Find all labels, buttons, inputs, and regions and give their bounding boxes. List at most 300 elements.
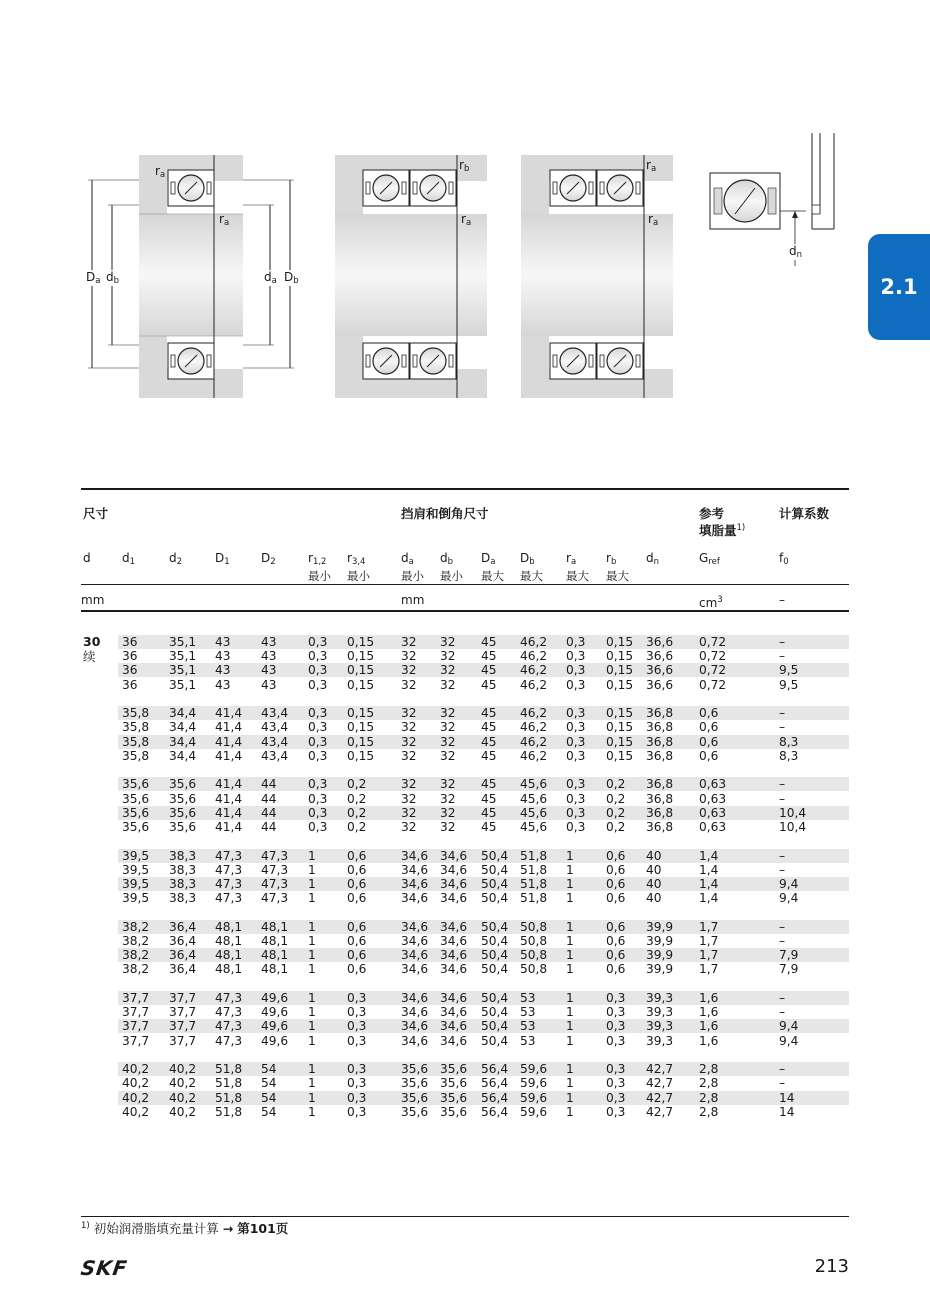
col-symbol: r bbox=[566, 551, 571, 565]
cell-ra: 1 bbox=[566, 962, 574, 977]
cell-ra: 1 bbox=[566, 1019, 574, 1034]
cell-rb: 0,6 bbox=[606, 948, 626, 963]
cell-db: 34,6 bbox=[440, 848, 468, 863]
cell-rb: 0,3 bbox=[606, 991, 626, 1005]
cell-dn: 39,9 bbox=[646, 962, 674, 977]
cell-rb: 0,15 bbox=[606, 706, 634, 721]
cell-gref: 1,7 bbox=[699, 948, 719, 963]
cell-D2: 44 bbox=[261, 805, 277, 820]
col-symbol: f bbox=[779, 551, 784, 565]
footnote-page-ref[interactable]: 第101页 bbox=[237, 1221, 289, 1236]
col-sub: ref bbox=[708, 557, 720, 567]
cell-rb: 0,3 bbox=[606, 1062, 626, 1077]
cell-db: 32 bbox=[440, 734, 456, 749]
skf-logo: SKF bbox=[79, 1256, 130, 1280]
cell-ra: 0,3 bbox=[566, 820, 586, 834]
cell-gref: 0,63 bbox=[699, 791, 727, 806]
cell-Da: 56,4 bbox=[481, 1062, 509, 1077]
cell-d2: 35,6 bbox=[169, 805, 197, 820]
label-r: r bbox=[461, 212, 466, 226]
col-sub: b bbox=[529, 557, 535, 567]
label-d: d bbox=[264, 270, 272, 284]
cell-da: 32 bbox=[401, 805, 417, 820]
cell-f0: 10,4 bbox=[779, 805, 807, 820]
cell-D1: 43 bbox=[215, 635, 231, 649]
col-qualifier: 最大 bbox=[566, 569, 589, 583]
cell-db: 34,6 bbox=[440, 877, 468, 891]
cell-Da: 45 bbox=[481, 777, 497, 792]
cell-db: 35,6 bbox=[440, 1062, 468, 1077]
cell-Da: 50,4 bbox=[481, 934, 509, 948]
cell-dn: 39,9 bbox=[646, 948, 674, 963]
cell-Da: 50,4 bbox=[481, 877, 509, 891]
diagram-back-to-back-bearing bbox=[521, 155, 673, 398]
cell-ra: 1 bbox=[566, 1033, 574, 1048]
cell-d2: 40,2 bbox=[169, 1076, 197, 1091]
col-symbol: D bbox=[261, 551, 271, 565]
cell-D1: 47,3 bbox=[215, 1033, 243, 1048]
cell-d1: 36 bbox=[122, 649, 138, 664]
cell-D1: 51,8 bbox=[215, 1104, 243, 1119]
cell-gref: 1,6 bbox=[699, 1033, 719, 1048]
cell-r34: 0,15 bbox=[347, 748, 375, 763]
table-row bbox=[118, 792, 849, 806]
cell-gref: 0,63 bbox=[699, 777, 727, 792]
table-row bbox=[118, 1091, 849, 1105]
cell-rb: 0,15 bbox=[606, 734, 634, 749]
table-row bbox=[118, 1062, 849, 1076]
label-d-sub: b bbox=[113, 276, 120, 286]
cell-f0: – bbox=[779, 706, 786, 721]
cell-gref: 2,8 bbox=[699, 1062, 719, 1077]
cell-d2: 34,4 bbox=[169, 720, 197, 735]
cell-d2: 35,1 bbox=[169, 677, 197, 692]
col-d2 bbox=[169, 551, 182, 569]
cell-ra: 1 bbox=[566, 891, 574, 906]
header-dimensions: 尺寸 bbox=[83, 506, 109, 521]
cell-da: 34,6 bbox=[401, 1005, 429, 1020]
cell-gref: 1,4 bbox=[699, 862, 719, 877]
cell-D2: 47,3 bbox=[261, 891, 289, 906]
cell-Db: 46,2 bbox=[520, 734, 548, 749]
cell-rb: 0,15 bbox=[606, 677, 634, 692]
cell-D1: 41,4 bbox=[215, 791, 243, 806]
cell-gref: 1,6 bbox=[699, 991, 719, 1005]
cell-f0: – bbox=[779, 862, 786, 877]
cell-Da: 50,4 bbox=[481, 1005, 509, 1020]
cell-gref: 1,4 bbox=[699, 877, 719, 891]
cell-dn: 39,9 bbox=[646, 919, 674, 934]
cell-dn: 42,7 bbox=[646, 1062, 674, 1077]
cell-da: 32 bbox=[401, 663, 417, 678]
col-qualifier: 最大 bbox=[606, 569, 629, 583]
cell-da: 32 bbox=[401, 777, 417, 792]
diagram4-dn-label bbox=[789, 244, 802, 260]
cell-d1: 39,5 bbox=[122, 848, 150, 863]
cell-Db: 46,2 bbox=[520, 635, 548, 649]
cell-Db: 53 bbox=[520, 1005, 536, 1020]
cell-d2: 40,2 bbox=[169, 1062, 197, 1077]
cell-d1: 38,2 bbox=[122, 948, 150, 963]
cell-d1: 38,2 bbox=[122, 962, 150, 977]
diagram1-db-label bbox=[106, 270, 119, 286]
cell-r12: 1 bbox=[308, 948, 316, 963]
cell-d2: 35,1 bbox=[169, 663, 197, 678]
cell-D1: 41,4 bbox=[215, 734, 243, 749]
cell-D1: 41,4 bbox=[215, 748, 243, 763]
cell-Da: 50,4 bbox=[481, 919, 509, 934]
unit-gref bbox=[699, 593, 723, 610]
cell-da: 32 bbox=[401, 706, 417, 721]
cell-d1: 37,7 bbox=[122, 991, 150, 1005]
cell-Da: 45 bbox=[481, 748, 497, 763]
diagram3-ra-mid-label bbox=[648, 212, 658, 228]
cell-da: 34,6 bbox=[401, 948, 429, 963]
cell-rb: 0,3 bbox=[606, 1076, 626, 1091]
cell-r12: 0,3 bbox=[308, 791, 328, 806]
cell-rb: 0,2 bbox=[606, 820, 626, 834]
cell-Da: 45 bbox=[481, 805, 497, 820]
cell-rb: 0,3 bbox=[606, 1090, 626, 1105]
cell-D2: 43 bbox=[261, 663, 277, 678]
table-row bbox=[118, 635, 849, 649]
col-D1 bbox=[215, 551, 230, 569]
cell-dn: 39,3 bbox=[646, 1033, 674, 1048]
cell-dn: 36,8 bbox=[646, 777, 674, 792]
cell-r34: 0,6 bbox=[347, 848, 367, 863]
cell-d1: 40,2 bbox=[122, 1104, 150, 1119]
cell-d1: 37,7 bbox=[122, 1019, 150, 1034]
cell-db: 34,6 bbox=[440, 1033, 468, 1048]
unit-f0: – bbox=[779, 593, 785, 607]
cell-da: 34,6 bbox=[401, 877, 429, 891]
cell-f0: 9,4 bbox=[779, 1033, 799, 1048]
col-symbol: D bbox=[481, 551, 491, 565]
cell-rb: 0,6 bbox=[606, 919, 626, 934]
table-row bbox=[118, 891, 849, 905]
cell-d1: 35,6 bbox=[122, 820, 150, 834]
cell-gref: 1,7 bbox=[699, 934, 719, 948]
col-sub: 1 bbox=[224, 557, 230, 567]
cell-D1: 47,3 bbox=[215, 1005, 243, 1020]
col-da bbox=[401, 551, 424, 583]
cell-r34: 0,6 bbox=[347, 862, 367, 877]
cell-dn: 39,9 bbox=[646, 934, 674, 948]
cell-Da: 56,4 bbox=[481, 1090, 509, 1105]
header-bottom-rule bbox=[81, 610, 849, 612]
cell-D1: 47,3 bbox=[215, 848, 243, 863]
cell-d1: 35,8 bbox=[122, 748, 150, 763]
cell-f0: – bbox=[779, 720, 786, 735]
bearing-arrangement-diagrams bbox=[0, 0, 860, 420]
cell-dn: 42,7 bbox=[646, 1104, 674, 1119]
cell-Da: 50,4 bbox=[481, 962, 509, 977]
cell-Db: 51,8 bbox=[520, 891, 548, 906]
cell-d2: 36,4 bbox=[169, 962, 197, 977]
diagram1-ra-mid-label bbox=[219, 212, 229, 228]
cell-gref: 0,6 bbox=[699, 734, 719, 749]
cell-D1: 47,3 bbox=[215, 862, 243, 877]
label-d-sub: a bbox=[271, 276, 277, 286]
cell-dn: 36,8 bbox=[646, 805, 674, 820]
col-symbol: d bbox=[440, 551, 448, 565]
cell-rb: 0,2 bbox=[606, 777, 626, 792]
label-r-sub: b bbox=[463, 164, 470, 174]
cell-Da: 45 bbox=[481, 649, 497, 664]
col-symbol: d bbox=[169, 551, 177, 565]
cell-rb: 0,6 bbox=[606, 962, 626, 977]
cell-r12: 1 bbox=[308, 1019, 316, 1034]
diagram3-ra-top-label bbox=[646, 158, 656, 174]
cell-D1: 48,1 bbox=[215, 919, 243, 934]
cell-d1: 39,5 bbox=[122, 891, 150, 906]
col-qualifier: 最大 bbox=[481, 569, 504, 583]
cell-gref: 1,7 bbox=[699, 962, 719, 977]
cell-db: 34,6 bbox=[440, 991, 468, 1005]
cell-r34: 0,3 bbox=[347, 1005, 367, 1020]
cell-d1: 36 bbox=[122, 663, 138, 678]
cell-d1: 36 bbox=[122, 635, 138, 649]
col-sub: a bbox=[570, 557, 577, 567]
cell-d1: 39,5 bbox=[122, 862, 150, 877]
cell-D1: 41,4 bbox=[215, 820, 243, 834]
bore-diameter-value: 30 bbox=[83, 634, 101, 649]
cell-d1: 40,2 bbox=[122, 1076, 150, 1091]
table-row bbox=[118, 934, 849, 948]
cell-Da: 45 bbox=[481, 635, 497, 649]
cell-r34: 0,3 bbox=[347, 1090, 367, 1105]
cell-ra: 0,3 bbox=[566, 663, 586, 678]
table-row bbox=[118, 863, 849, 877]
cell-d2: 36,4 bbox=[169, 934, 197, 948]
cell-Db: 50,8 bbox=[520, 919, 548, 934]
col-symbol: d bbox=[401, 551, 409, 565]
cell-r12: 1 bbox=[308, 877, 316, 891]
cell-r12: 1 bbox=[308, 962, 316, 977]
cell-dn: 39,3 bbox=[646, 1005, 674, 1020]
cell-r12: 0,3 bbox=[308, 805, 328, 820]
cell-r34: 0,15 bbox=[347, 635, 375, 649]
cell-da: 32 bbox=[401, 734, 417, 749]
cell-D1: 48,1 bbox=[215, 934, 243, 948]
cell-r34: 0,15 bbox=[347, 720, 375, 735]
col-d1 bbox=[122, 551, 135, 569]
cell-d2: 35,6 bbox=[169, 777, 197, 792]
cell-D2: 47,3 bbox=[261, 848, 289, 863]
cell-r12: 1 bbox=[308, 1090, 316, 1105]
cell-ra: 1 bbox=[566, 991, 574, 1005]
label-r-sub: a bbox=[652, 218, 659, 228]
cell-r34: 0,15 bbox=[347, 677, 375, 692]
col-sub: n bbox=[653, 557, 660, 567]
cell-ra: 0,3 bbox=[566, 635, 586, 649]
cell-D1: 43 bbox=[215, 649, 231, 664]
cell-rb: 0,2 bbox=[606, 805, 626, 820]
cell-r34: 0,2 bbox=[347, 805, 367, 820]
cell-da: 34,6 bbox=[401, 862, 429, 877]
cell-dn: 39,3 bbox=[646, 1019, 674, 1034]
cell-Da: 50,4 bbox=[481, 948, 509, 963]
footnote-marker: 1) bbox=[81, 1221, 90, 1231]
cell-D1: 41,4 bbox=[215, 805, 243, 820]
cell-dn: 36,8 bbox=[646, 791, 674, 806]
col-qualifier: 最小 bbox=[401, 569, 424, 583]
cell-d1: 39,5 bbox=[122, 877, 150, 891]
cell-Da: 50,4 bbox=[481, 991, 509, 1005]
cell-D1: 47,3 bbox=[215, 877, 243, 891]
cell-d2: 37,7 bbox=[169, 1005, 197, 1020]
cell-d1: 35,6 bbox=[122, 791, 150, 806]
cell-ra: 1 bbox=[566, 848, 574, 863]
col-sub: a bbox=[408, 557, 414, 567]
cell-Db: 51,8 bbox=[520, 862, 548, 877]
cell-Db: 59,6 bbox=[520, 1076, 548, 1091]
cell-D1: 47,3 bbox=[215, 891, 243, 906]
cell-da: 34,6 bbox=[401, 1019, 429, 1034]
cell-r34: 0,6 bbox=[347, 962, 367, 977]
cell-db: 34,6 bbox=[440, 891, 468, 906]
unit-abutment: mm bbox=[401, 593, 425, 607]
cell-Db: 46,2 bbox=[520, 748, 548, 763]
table-row bbox=[118, 948, 849, 962]
cell-Db: 46,2 bbox=[520, 706, 548, 721]
cell-Da: 45 bbox=[481, 677, 497, 692]
label-r-sub: a bbox=[650, 164, 657, 174]
cell-r12: 1 bbox=[308, 1005, 316, 1020]
col-qualifier: 最小 bbox=[440, 569, 463, 583]
cell-d1: 35,6 bbox=[122, 805, 150, 820]
label-r: r bbox=[219, 212, 224, 226]
cell-d2: 37,7 bbox=[169, 991, 197, 1005]
diagram2-rb-label bbox=[459, 158, 469, 174]
cell-Db: 53 bbox=[520, 1019, 536, 1034]
cell-r12: 1 bbox=[308, 991, 316, 1005]
cell-db: 34,6 bbox=[440, 962, 468, 977]
cell-ra: 0,3 bbox=[566, 805, 586, 820]
cell-Da: 50,4 bbox=[481, 1019, 509, 1034]
cell-d1: 37,7 bbox=[122, 1005, 150, 1020]
diagram1-Da-label bbox=[86, 270, 100, 286]
cell-ra: 0,3 bbox=[566, 649, 586, 664]
section-tab[interactable] bbox=[868, 234, 930, 340]
cell-Da: 45 bbox=[481, 720, 497, 735]
cell-rb: 0,3 bbox=[606, 1033, 626, 1048]
cell-dn: 36,6 bbox=[646, 677, 674, 692]
cell-d2: 35,1 bbox=[169, 635, 197, 649]
cell-r34: 0,3 bbox=[347, 1062, 367, 1077]
col-symbol: D bbox=[520, 551, 530, 565]
cell-D2: 49,6 bbox=[261, 1005, 289, 1020]
cell-r34: 0,3 bbox=[347, 1076, 367, 1091]
cell-d2: 38,3 bbox=[169, 891, 197, 906]
cell-ra: 0,3 bbox=[566, 677, 586, 692]
cell-Db: 53 bbox=[520, 991, 536, 1005]
cell-f0: 9,4 bbox=[779, 1019, 799, 1034]
cell-gref: 0,63 bbox=[699, 805, 727, 820]
cell-ra: 1 bbox=[566, 877, 574, 891]
table-top-rule bbox=[81, 488, 849, 490]
cell-Db: 46,2 bbox=[520, 677, 548, 692]
diagram2-ra-label bbox=[461, 212, 471, 228]
col-symbol: G bbox=[699, 551, 709, 565]
cell-d2: 38,3 bbox=[169, 862, 197, 877]
col-f0 bbox=[779, 551, 789, 569]
cell-dn: 40 bbox=[646, 848, 662, 863]
cell-rb: 0,2 bbox=[606, 791, 626, 806]
col-db bbox=[440, 551, 463, 583]
cell-f0: 9,5 bbox=[779, 677, 799, 692]
cell-Da: 50,4 bbox=[481, 891, 509, 906]
cell-Db: 45,6 bbox=[520, 791, 548, 806]
label-D-sub: a bbox=[95, 276, 101, 286]
cell-D1: 48,1 bbox=[215, 948, 243, 963]
cell-D1: 48,1 bbox=[215, 962, 243, 977]
table-row bbox=[118, 706, 849, 720]
cell-d1: 35,8 bbox=[122, 734, 150, 749]
footnote-marker: 1) bbox=[736, 523, 746, 533]
cell-f0: – bbox=[779, 777, 786, 792]
cell-f0: – bbox=[779, 1062, 786, 1077]
header-abutment: 挡肩和倒角尺寸 bbox=[401, 506, 489, 521]
label-d: d bbox=[106, 270, 114, 284]
label-D-sub: b bbox=[293, 276, 299, 286]
cell-Db: 51,8 bbox=[520, 877, 548, 891]
cell-r12: 0,3 bbox=[308, 677, 328, 692]
cell-d2: 35,6 bbox=[169, 820, 197, 834]
cell-gref: 2,8 bbox=[699, 1104, 719, 1119]
cell-D2: 48,1 bbox=[261, 948, 289, 963]
cell-r12: 0,3 bbox=[308, 635, 328, 649]
cell-D1: 41,4 bbox=[215, 720, 243, 735]
cell-D2: 47,3 bbox=[261, 877, 289, 891]
cell-r12: 1 bbox=[308, 891, 316, 906]
col-sub: 3,4 bbox=[351, 557, 366, 567]
cell-da: 32 bbox=[401, 649, 417, 664]
col-symbol: d bbox=[646, 551, 654, 565]
cell-f0: – bbox=[779, 919, 786, 934]
cell-D1: 41,4 bbox=[215, 706, 243, 721]
cell-gref: 1,4 bbox=[699, 891, 719, 906]
cell-ra: 1 bbox=[566, 1076, 574, 1091]
cell-da: 34,6 bbox=[401, 962, 429, 977]
cell-db: 32 bbox=[440, 777, 456, 792]
cell-D2: 54 bbox=[261, 1104, 277, 1119]
cell-f0: 9,5 bbox=[779, 663, 799, 678]
cell-dn: 40 bbox=[646, 877, 662, 891]
cell-Db: 50,8 bbox=[520, 948, 548, 963]
cell-r34: 0,3 bbox=[347, 1104, 367, 1119]
cell-d2: 40,2 bbox=[169, 1104, 197, 1119]
continued-label: 续 bbox=[83, 649, 96, 664]
cell-D2: 43 bbox=[261, 649, 277, 664]
cell-D2: 54 bbox=[261, 1076, 277, 1091]
cell-dn: 36,6 bbox=[646, 663, 674, 678]
cell-D2: 54 bbox=[261, 1090, 277, 1105]
cell-db: 35,6 bbox=[440, 1104, 468, 1119]
table-row bbox=[118, 806, 849, 820]
cell-da: 32 bbox=[401, 791, 417, 806]
cell-ra: 1 bbox=[566, 948, 574, 963]
label-r: r bbox=[459, 158, 464, 172]
cell-d2: 34,4 bbox=[169, 706, 197, 721]
cell-Db: 59,6 bbox=[520, 1062, 548, 1077]
cell-ra: 1 bbox=[566, 1062, 574, 1077]
col-r12 bbox=[308, 551, 331, 583]
label-r: r bbox=[646, 158, 651, 172]
col-qualifier: 最大 bbox=[520, 569, 543, 583]
cell-Db: 46,2 bbox=[520, 649, 548, 664]
footnote-rule bbox=[81, 1216, 849, 1217]
